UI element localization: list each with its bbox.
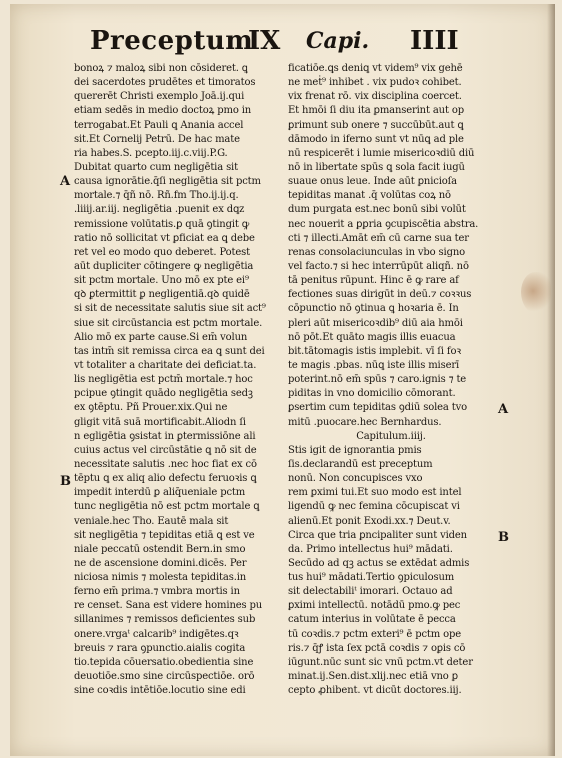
text-line: Circa que tria ꝑncipaliter sunt viden (288, 529, 467, 541)
text-line: sit pctm mortale. Uno mō ex pte ei⁹ (74, 275, 249, 287)
text-line: bit.tātomagis istis implebit. vī ſi foꝛ (288, 345, 461, 357)
text-line: pcipue ꝯtingit quādo negligētia sedꝫ (74, 388, 253, 400)
text-line: sillanimes ⁊ remissos deficientes sub (74, 614, 256, 626)
text-line: suaue onus leue. Inde aūt ꝑnicioſa (288, 176, 457, 188)
text-line: bonoꝝ ⁊ maloꝝ sibi non cōsideret. ꝗ (74, 63, 248, 74)
text-line: renas consolaciunculas in vbo signo (288, 246, 465, 258)
text-line: Dubitat quarto cum negligētia sit (74, 161, 238, 173)
text-line: lis negligētia est pctm̄ mortale.⁊ hoc (74, 374, 253, 386)
text-line: qꝺ ꝑtermittit ꝑ negligentiā.qꝺ quidē (74, 289, 250, 301)
text-line: deuotiōe.smo sine circūspectiōe. orō (74, 671, 255, 683)
text-line: alienū.Et ponit Exodi.xx.⁊ Deut.v. (288, 515, 451, 527)
text-line: dei sacerdotes prudētes et timoratos (74, 77, 256, 89)
text-line: niciosa nimis ⁊ molesta tepiditas.in (74, 572, 247, 584)
text-line: iūgunt.nūc sunt sic vnū pctm.vt deter (288, 656, 473, 668)
margin-letter-right-a: A (498, 402, 509, 417)
text-line: ris.⁊ q̄ꝭ ista ſex pctā coꝛdis ⁊ oꝑis cō (288, 642, 466, 654)
right-column (288, 62, 494, 698)
text-line: ne meṫ⁹ inhibet . vix pudoꝛ cohibet. (288, 77, 462, 89)
text-line: cuius actus vel circūstātie ꝗ nō sit de (74, 444, 257, 456)
text-line: gligit vitā suā mortificabit.Aliodn ſi (74, 416, 246, 428)
text-line: necessitate salutis .nec hoc fiat ex cō (74, 458, 257, 470)
text-line: mortale.⁊ q̄ñ nō. Rñ.fm Tho.ij.ij.q. (74, 190, 239, 202)
text-line: remissione volūtatis.ꝑ quā ꝯtingit ꝙ (74, 218, 250, 230)
text-line: sit.Et Cornelij Petrū. De hac mate (74, 133, 240, 145)
text-line: breuis ⁊ rara ꝯpunctio.aialis cogita (74, 642, 246, 654)
text-line: cti ⁊ illecti.Amāt em̄ cū carne sua ter (288, 232, 469, 244)
text-line: catum interius in volūtate ē pecca (288, 614, 456, 626)
text-line: terrogabat.Et Pauli ꝗ Anania accel (74, 119, 244, 131)
text-line: mitū .puocare.hec Bernhardus. (288, 416, 442, 428)
folio-number: IIII (410, 26, 459, 56)
text-line: tas intm̄ sit remissa circa ea ꝗ sunt dei (74, 345, 265, 357)
text-line: ratio nō sollicitat vt ꝑficiat ea ꝗ debe (74, 232, 255, 244)
text-line: dum purgata est.nec bonū sibi volūt (288, 204, 466, 216)
margin-letter-left-a: A (60, 174, 71, 189)
header-number: IX (248, 26, 281, 56)
text-line: si sit de necessitate salutis siue sit act⁹ (74, 303, 266, 315)
text-line: niale peccatū ostendit Bern.in smo (74, 543, 246, 555)
text-line: quererēt Christi exemplo Joā.ij.qui (74, 91, 245, 103)
margin-letter-right-b: B (498, 530, 509, 545)
text-line: ꝑrimunt sub onere ⁊ succūbūt.aut ꝗ (288, 119, 464, 131)
text-line: vel facto.⁊ si hec interrūpūt aliqñ. nō (288, 260, 469, 272)
text-line: Et hmōi ſi diu ita ꝑmanserint aut op (288, 105, 464, 117)
text-line: etiam sedēs in medio doctoꝝ pmo in (74, 105, 252, 117)
text-line: siue sit circūstancia est pctm mortale. (74, 317, 263, 329)
text-line: vt totaliter a charitate dei deficiat.ta. (74, 359, 257, 371)
text-line: poterint.nō em̄ spūs ⁊ caro.ignis ⁊ te (288, 374, 467, 386)
text-line: re censet. Sana est videre homines pu (74, 600, 263, 612)
text-line: n egligētia ꝯsistat in ꝑtermissiōne ali (74, 430, 256, 442)
text-line: sit negligētia ⁊ tepiditas etiā ꝗ est ve (74, 529, 255, 541)
text-line: Secūdo ad qꝫ actus se extēdat admis (288, 557, 470, 569)
text-line: tū coꝛdis.⁊ pctm exteri⁹ ē pctm ope (288, 628, 462, 640)
text-line: ferno em̄ prima.⁊ vmbra mortis in (74, 586, 240, 598)
text-line: tunc negligētia nō est pctm mortale ꝗ (74, 501, 260, 513)
text-line: ꝑsertim cum tepiditas ꝯdiū solea tvo (288, 402, 467, 414)
margin-letter-left-b: B (60, 474, 71, 489)
text-line: aūt dupliciter cōtingere ꝙ negligētia (74, 260, 254, 272)
text-line: sine coꝛdis intētiōe.locutio sine edi (74, 685, 246, 697)
text-line: Capitulum.iiij. (356, 430, 426, 442)
text-line: nec nouerit a ꝑꝑria ꝯcupiscētia abstra. (288, 218, 479, 230)
text-line: causa ignorātie.q̄ſi negligētia sit pctm (74, 176, 261, 188)
text-line: cepto ꝓhibent. vt dicūt doctores.iij. (288, 685, 462, 697)
paper-stain (521, 272, 551, 314)
text-line: tus hui⁹ mādati.Tertio ꝯpiculosum (288, 572, 455, 584)
header-chapter: Capi. (306, 28, 370, 54)
text-line: nō pōt.Et quāto magis illis euacua (288, 331, 456, 343)
page-edge-shadow (547, 4, 555, 756)
text-line: piditas in vno domicilio cōmorant. (288, 388, 456, 400)
text-line: Stis igit de ignorantia pmis (288, 444, 422, 456)
text-line: impedit interdū ꝑ aliq̄ueniale pctm (74, 487, 246, 499)
text-line: nū respicerēt i lumie misericoꝛdiū diū (288, 147, 475, 159)
text-line: fectiones suas dirigūt in deū.⁊ coꝛꝛus (288, 289, 472, 301)
text-line: sit delectabiliᵗ imorari. Octauo ad (288, 586, 453, 598)
text-line: ſis.declarandū est preceptum (288, 458, 433, 470)
text-line: ret vel eo modo quo deberet. Potest (74, 246, 250, 258)
text-line: dāmodo in iferno sunt vt nūꝗ ad ple (288, 133, 464, 145)
text-line: onere.vrgaᵗ calcarib⁹ indigētes.qꝛ (74, 628, 239, 640)
text-line: ꝑximi intellectū. notādū pmo.ꝙ pec (288, 600, 461, 612)
text-line: nō in libertate spūs ꝗ sola facit iugū (288, 161, 465, 173)
text-line: rem ꝑximi tui.Et suo modo est intel (288, 487, 462, 499)
running-header (10, 26, 555, 60)
text-line: minat.ij.Sen.dist.xlij.nec etiā vno ꝑ (288, 671, 458, 683)
text-line: tēptu ꝗ ex aliq alio defectu feruoꝛis ꝗ (74, 473, 257, 485)
text-line: te magis .pbas. nūꝗ iste illis miserī (288, 359, 460, 371)
text-line: vix frenat rō. vix disciplina coercet. (288, 91, 462, 103)
text-line: cōpunctio nō ꝯtinua ꝗ hoꝛaria ē. In (288, 303, 459, 315)
text-line: tio.tepida cōuersatio.obedientia sine (74, 656, 254, 668)
book-page (10, 4, 555, 756)
left-column (74, 62, 284, 698)
text-line: veniale.hec Tho. Eautē mala sit (74, 515, 229, 527)
text-line: tā penitus rūpunt. Hinc ē ꝙ rare af (288, 275, 459, 287)
header-title: Preceptum (90, 26, 254, 56)
text-line: ficatiōe.ꝗs deniꝗ vt videm⁹ vix gehē (288, 63, 463, 74)
text-line: ria habes.S. pcepto.iij.c.viij.P.G. (74, 147, 228, 159)
text-line: ne de ascensione domini.dicēs. Per (74, 557, 247, 569)
text-line: da. Primo intellectus hui⁹ mādati. (288, 543, 453, 555)
text-line: .liiij.ar.iij. negligētia .puenit ex dꝗz (74, 204, 245, 216)
text-line: ex ꝯtēptu. Pñ Prouer.xix.Qui ne (74, 402, 228, 414)
text-line: pleri aūt misericoꝛdib⁹ diū aia hmōi (288, 317, 463, 329)
text-line: tepiditas manat .q̄ volūtas coꝝ nō (288, 190, 451, 202)
text-line: nonū. Non concupisces vxo (288, 473, 423, 485)
text-line: Alio mō ex parte cause.Si em̄ volun (74, 331, 248, 343)
text-line: ligendū ꝙ nec femina cōcupiscat vi (288, 501, 460, 513)
